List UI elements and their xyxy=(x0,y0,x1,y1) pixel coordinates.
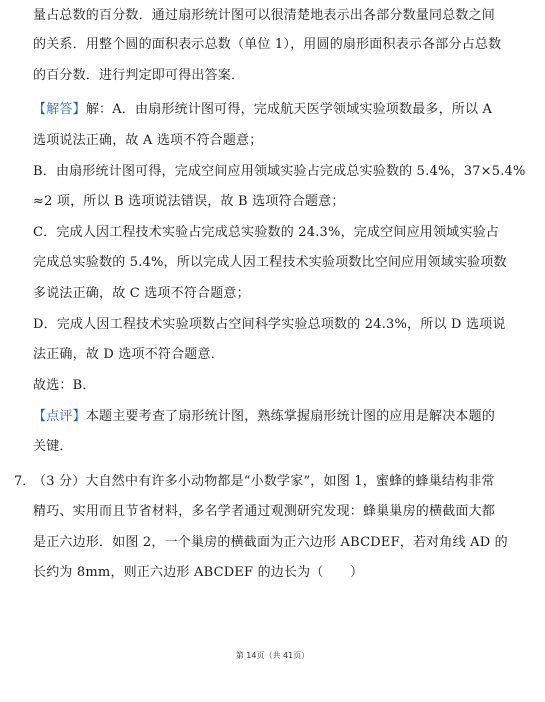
question-number: 7． xyxy=(14,474,36,489)
answer-line: C．完成人因工程技术实验占完成总实验数的 24.3%，完成空间应用领域实验占 xyxy=(33,225,499,240)
answer-line: ≈2 项，所以 B 选项说法错误，故 B 选项符合题意； xyxy=(33,194,345,209)
analysis-line: 的百分数．进行判定即可得出答案． xyxy=(33,68,245,83)
question-line: 长约为 8mm，则正六边形 ABCDEF 的边长为（ ） xyxy=(33,565,364,580)
analysis-line: 量占总数的百分数．通过扇形统计图可以很清楚地表示出各部分数量同总数之间 xyxy=(33,8,496,23)
answer-choice-line: 故选：B． xyxy=(33,378,96,393)
analysis-line: 的关系．用整个圆的面积表示总数（单位 1），用圆的扇形面积表示各部分占总数 xyxy=(33,37,502,52)
answer-line: B．由扇形统计图可得，完成空间应用领域实验占完成总实验数的 5.4%，37×5.4% xyxy=(33,164,526,179)
question-line: 精巧、实用而且节省材料，多名学者通过观测研究发现：蜂巢巢房的横截面大都 xyxy=(33,504,496,519)
answer-line: 多说法正确，故 C 选项不符合题意； xyxy=(33,286,250,301)
comment-line xyxy=(33,407,513,427)
answer-text: 解：A．由扇形统计图可得，完成航天医学领域实验项数最多，所以 A xyxy=(85,102,493,117)
comment-text: 本题主要考查了扇形统计图，熟练掌握扇形统计图的应用是解决本题的 xyxy=(85,409,496,424)
answer-tag: 【解答】 xyxy=(33,102,86,117)
answer-line: 选项说法正确，故 A 选项不符合题意； xyxy=(33,133,263,148)
question-line: 是正六边形．如图 2，一个巢房的横截面为正六边形 ABCDEF，若对角线 AD 的 xyxy=(33,535,508,550)
comment-tag: 【点评】 xyxy=(33,409,86,424)
answer-line: 完成总实验数的 5.4%，所以完成人因工程技术实验项数比空间应用领域实验项数 xyxy=(33,255,507,270)
comment-line: 关键． xyxy=(33,439,73,454)
page-footer: 第 14页（共 41页） xyxy=(235,651,310,660)
answer-line xyxy=(33,100,513,120)
answer-line: D．完成人因工程技术实验项数占空间科学实验总项数的 24.3%，所以 D 选项说 xyxy=(33,317,506,332)
answer-line: 法正确，故 D 选项不符合题意． xyxy=(33,347,224,362)
question-line: （3 分）大自然中有许多小动物都是“小数学家”，如图 1，蜜蜂的蜂巢结构非常 xyxy=(33,474,495,489)
